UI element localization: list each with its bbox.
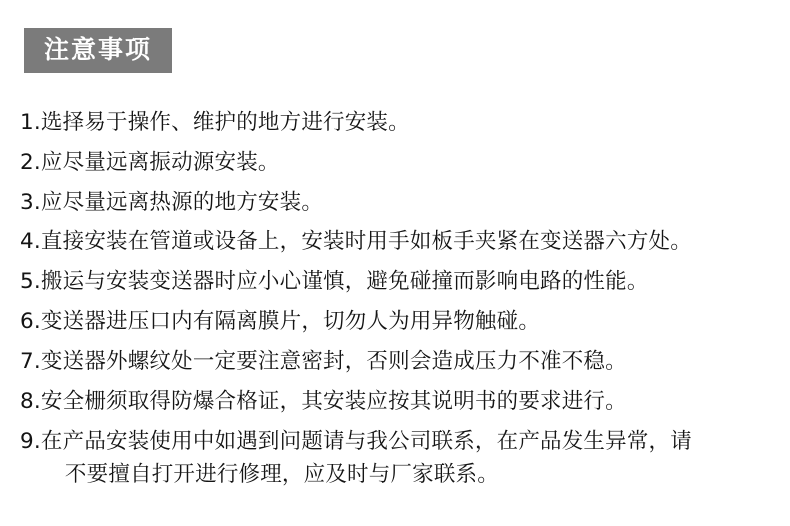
list-item-number: 7. <box>20 348 41 374</box>
list-item <box>20 106 772 139</box>
list-item-text: 选择易于操作、维护的地方进行安装。 <box>40 110 410 135</box>
list-item <box>20 265 772 298</box>
list-item <box>20 225 772 258</box>
page-title-container <box>24 28 172 73</box>
list-item-number: 6. <box>20 309 41 335</box>
list-item <box>20 385 772 418</box>
list-item-number: 4. <box>20 229 41 255</box>
list-item-number: 2. <box>20 149 41 175</box>
list-item <box>20 345 772 378</box>
page-title: 注意事项 <box>24 28 172 73</box>
list-item <box>20 305 772 338</box>
list-item-text: 应尽量远离热源的地方安装。 <box>40 189 324 215</box>
list-item-text: 搬运与安装变送器时应小心谨慎，避免碰撞而影响电路的性能。 <box>40 269 649 295</box>
list-item-text: 安全栅须取得防爆合格证，其安装应按其说明书的要求进行。 <box>40 388 627 414</box>
list-item-line-2: 不要擅自打开进行修理，应及时与厂家联系。 <box>64 461 499 487</box>
list-item-number: 1. <box>20 110 41 135</box>
list-item-number: 3. <box>20 189 41 215</box>
list-item-number: 9. <box>20 428 41 454</box>
list-item-text <box>41 425 772 492</box>
notice-list <box>20 106 772 498</box>
list-item-number: 8. <box>20 388 41 414</box>
list-item-text: 变送器外螺纹处一定要注意密封，否则会造成压力不准不稳。 <box>40 348 627 374</box>
list-item-text: 变送器进压口内有隔离膜片，切勿人为用异物触碰。 <box>40 309 541 335</box>
list-item <box>20 425 772 492</box>
list-item-line-1: 在产品安装使用中如遇到问题请与我公司联系，在产品发生异常，请 <box>40 428 692 454</box>
list-item-text: 应尽量远离振动源安装。 <box>40 149 280 175</box>
list-item <box>20 186 772 219</box>
list-item-text: 直接安装在管道或设备上，安装时用手如板手夹紧在变送器六方处。 <box>40 229 692 255</box>
list-item-number: 5. <box>20 269 41 295</box>
list-item <box>20 146 772 179</box>
